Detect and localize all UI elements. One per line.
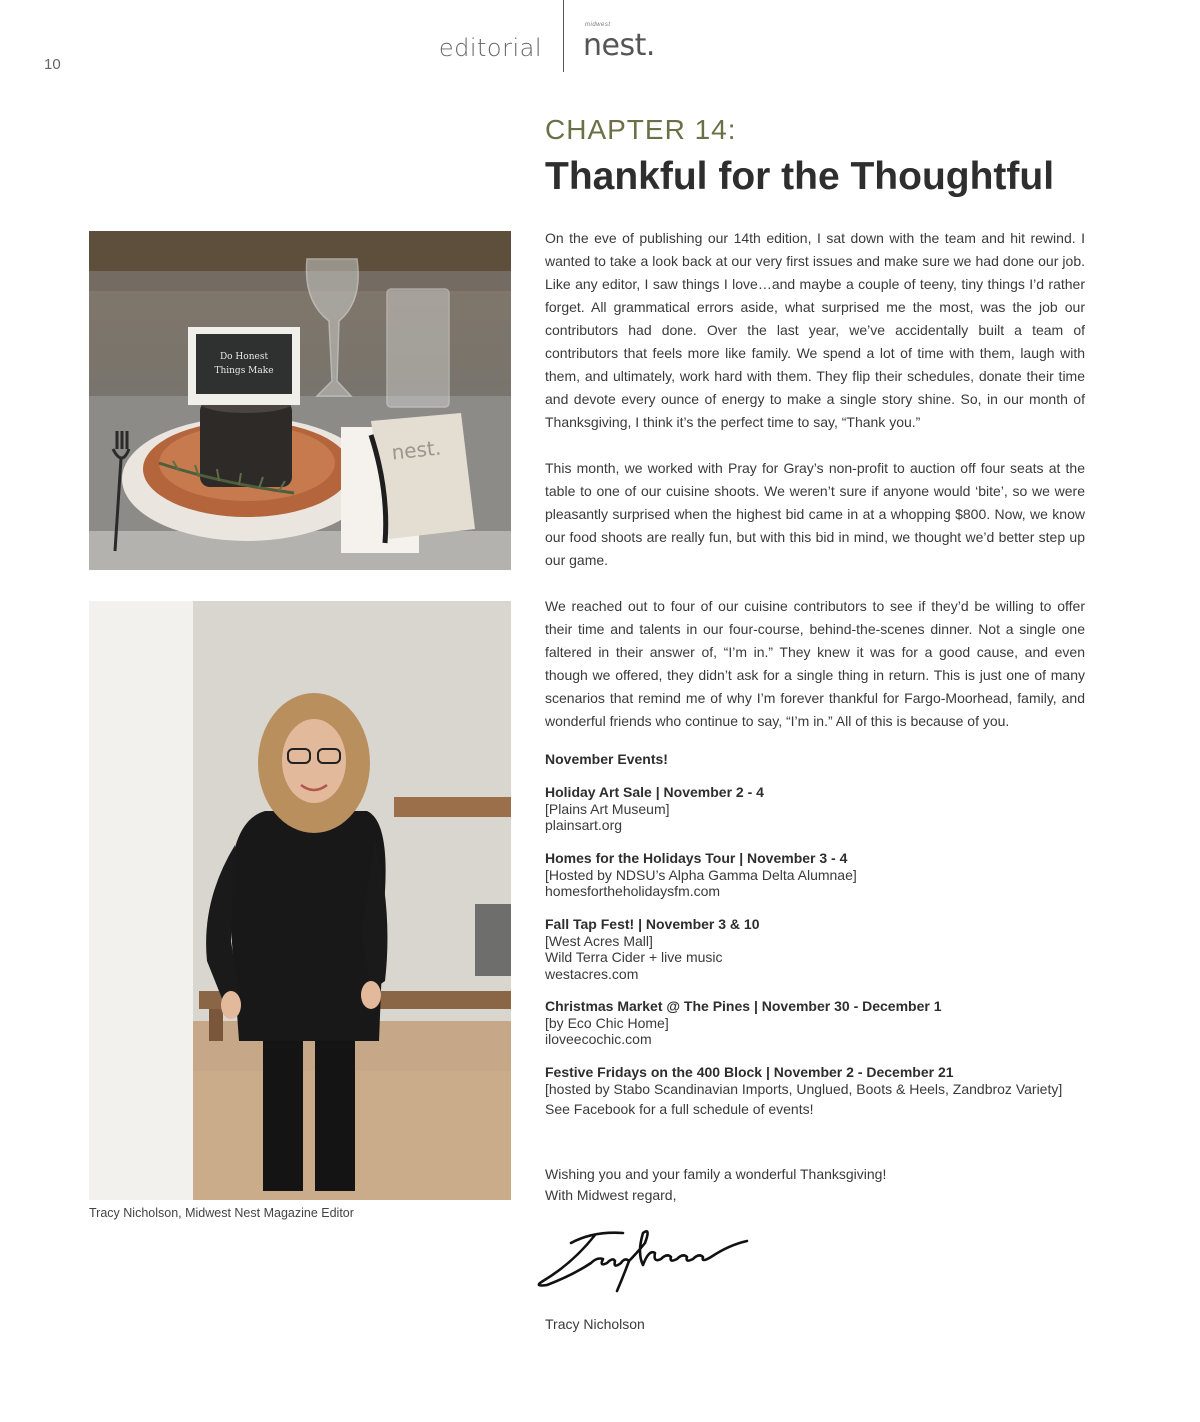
masthead-divider — [563, 0, 564, 72]
chapter-label: CHAPTER 14: — [545, 114, 737, 145]
event-host: [by Eco Chic Home] — [545, 1014, 669, 1031]
event-host: [Plains Art Museum] — [545, 800, 670, 817]
event-item — [545, 850, 1105, 900]
event-title: Homes for the Holidays Tour | November 3 - 4 — [545, 850, 848, 866]
event-website: westacres.com — [545, 965, 639, 982]
brand-logo-small: midwest — [585, 22, 611, 28]
event-item — [545, 916, 1105, 982]
card-line-2: Things Make — [214, 366, 274, 376]
brand-logo-main: nest. — [583, 28, 655, 63]
event-website: plainsart.org — [545, 817, 623, 833]
event-detail: Wild Terra Cider + live music — [545, 949, 723, 965]
event-website: homesfortheholidaysfm.com — [545, 883, 721, 899]
section-label: editorial — [438, 34, 542, 62]
handwritten-signature — [533, 1213, 753, 1298]
photo-caption: Tracy Nicholson, Midwest Nest Magazine Editor — [89, 1206, 354, 1220]
event-title: Christmas Market @ The Pines | November 30 - December 1 — [545, 998, 942, 1014]
menu-brand: nest. — [390, 435, 443, 465]
masthead — [0, 0, 1200, 80]
event-host: [West Acres Mall] — [545, 932, 653, 949]
event-website: iloveecochic.com — [545, 1031, 652, 1047]
closing-line-2: With Midwest regard, — [545, 1187, 677, 1203]
article-paragraph-1: On the eve of publishing our 14th edition, I sat down with the team and hit rewind. I wanted to take a look back at our very first issues and make sure we had done our job. Like any editor, I saw things I love…and maybe a couple of teeny, tiny things I’d rather forget. All grammatical errors aside, what surprised me the most, was the job our contributors had done. Over the last year, we’ve accidentally built a team of contributors that feels more like family. We spend a lot of time with them, laugh with them, and ultimately, work hard with them. They flip their schedules, donate their time and devote every ounce of energy to make a single story shine. So, in our month of Thanksgiving, I think it’s the perfect time to say, “Thank you.” — [545, 230, 1085, 430]
signature-icon — [533, 1213, 753, 1293]
editor-portrait-illustration — [89, 601, 511, 1200]
event-host: [hosted by Stabo Scandinavian Imports, Unglued, Boots & Heels, Zandbroz Variety] — [545, 1080, 1063, 1097]
card-line-1: Do Honest — [219, 352, 269, 362]
event-item — [545, 784, 1105, 834]
editor-portrait-photo — [89, 601, 511, 1200]
event-item — [545, 998, 1105, 1048]
event-title: Festive Fridays on the 400 Block | November 2 - December 21 — [545, 1064, 954, 1080]
closing — [545, 1164, 886, 1206]
signer-name: Tracy Nicholson — [545, 1316, 645, 1332]
page-number: 10 — [44, 56, 61, 73]
table-setting-illustration — [89, 231, 511, 570]
article-title: Thankful for the Thoughtful — [545, 155, 1055, 198]
closing-line-1: Wishing you and your family a wonderful Thanksgiving! — [545, 1166, 887, 1182]
event-note: See Facebook for a full schedule of events! — [545, 1101, 814, 1117]
event-title: Holiday Art Sale | November 2 - 4 — [545, 784, 764, 800]
article-paragraph-2: This month, we worked with Pray for Gray’s non-profit to auction off four seats at the table to one of our cuisine shoots. We weren’t sure if anyone would ‘bite’, so we were pleasantly surprised when the highest bid came in at a whopping $800. Now, we know our food shoots are really fun, but with this bid in mind, we thought we’d better step up our game. — [545, 460, 1085, 568]
event-item — [545, 1064, 1105, 1118]
table-setting-photo — [89, 231, 511, 570]
brand-logo — [583, 22, 655, 63]
event-host: [Hosted by NDSU’s Alpha Gamma Delta Alumnae] — [545, 866, 857, 883]
article-paragraph-3: We reached out to four of our cuisine contributors to see if they’d be willing to offer their time and talents in our four-course, behind-the-scenes dinner. Not a single one faltered in their answer of, “I’m in.” They knew it was for a good cause, and even though we offered, they didn’t ask for a single thing in return. This is just one of many scenarios that remind me of why I’m forever thankful for Fargo-Moorhead, family, and wonderful friends who continue to say, “I’m in.” All of this is because of you. — [545, 598, 1085, 729]
event-title: Fall Tap Fest! | November 3 & 10 — [545, 916, 760, 932]
events-heading: November Events! — [545, 751, 668, 767]
